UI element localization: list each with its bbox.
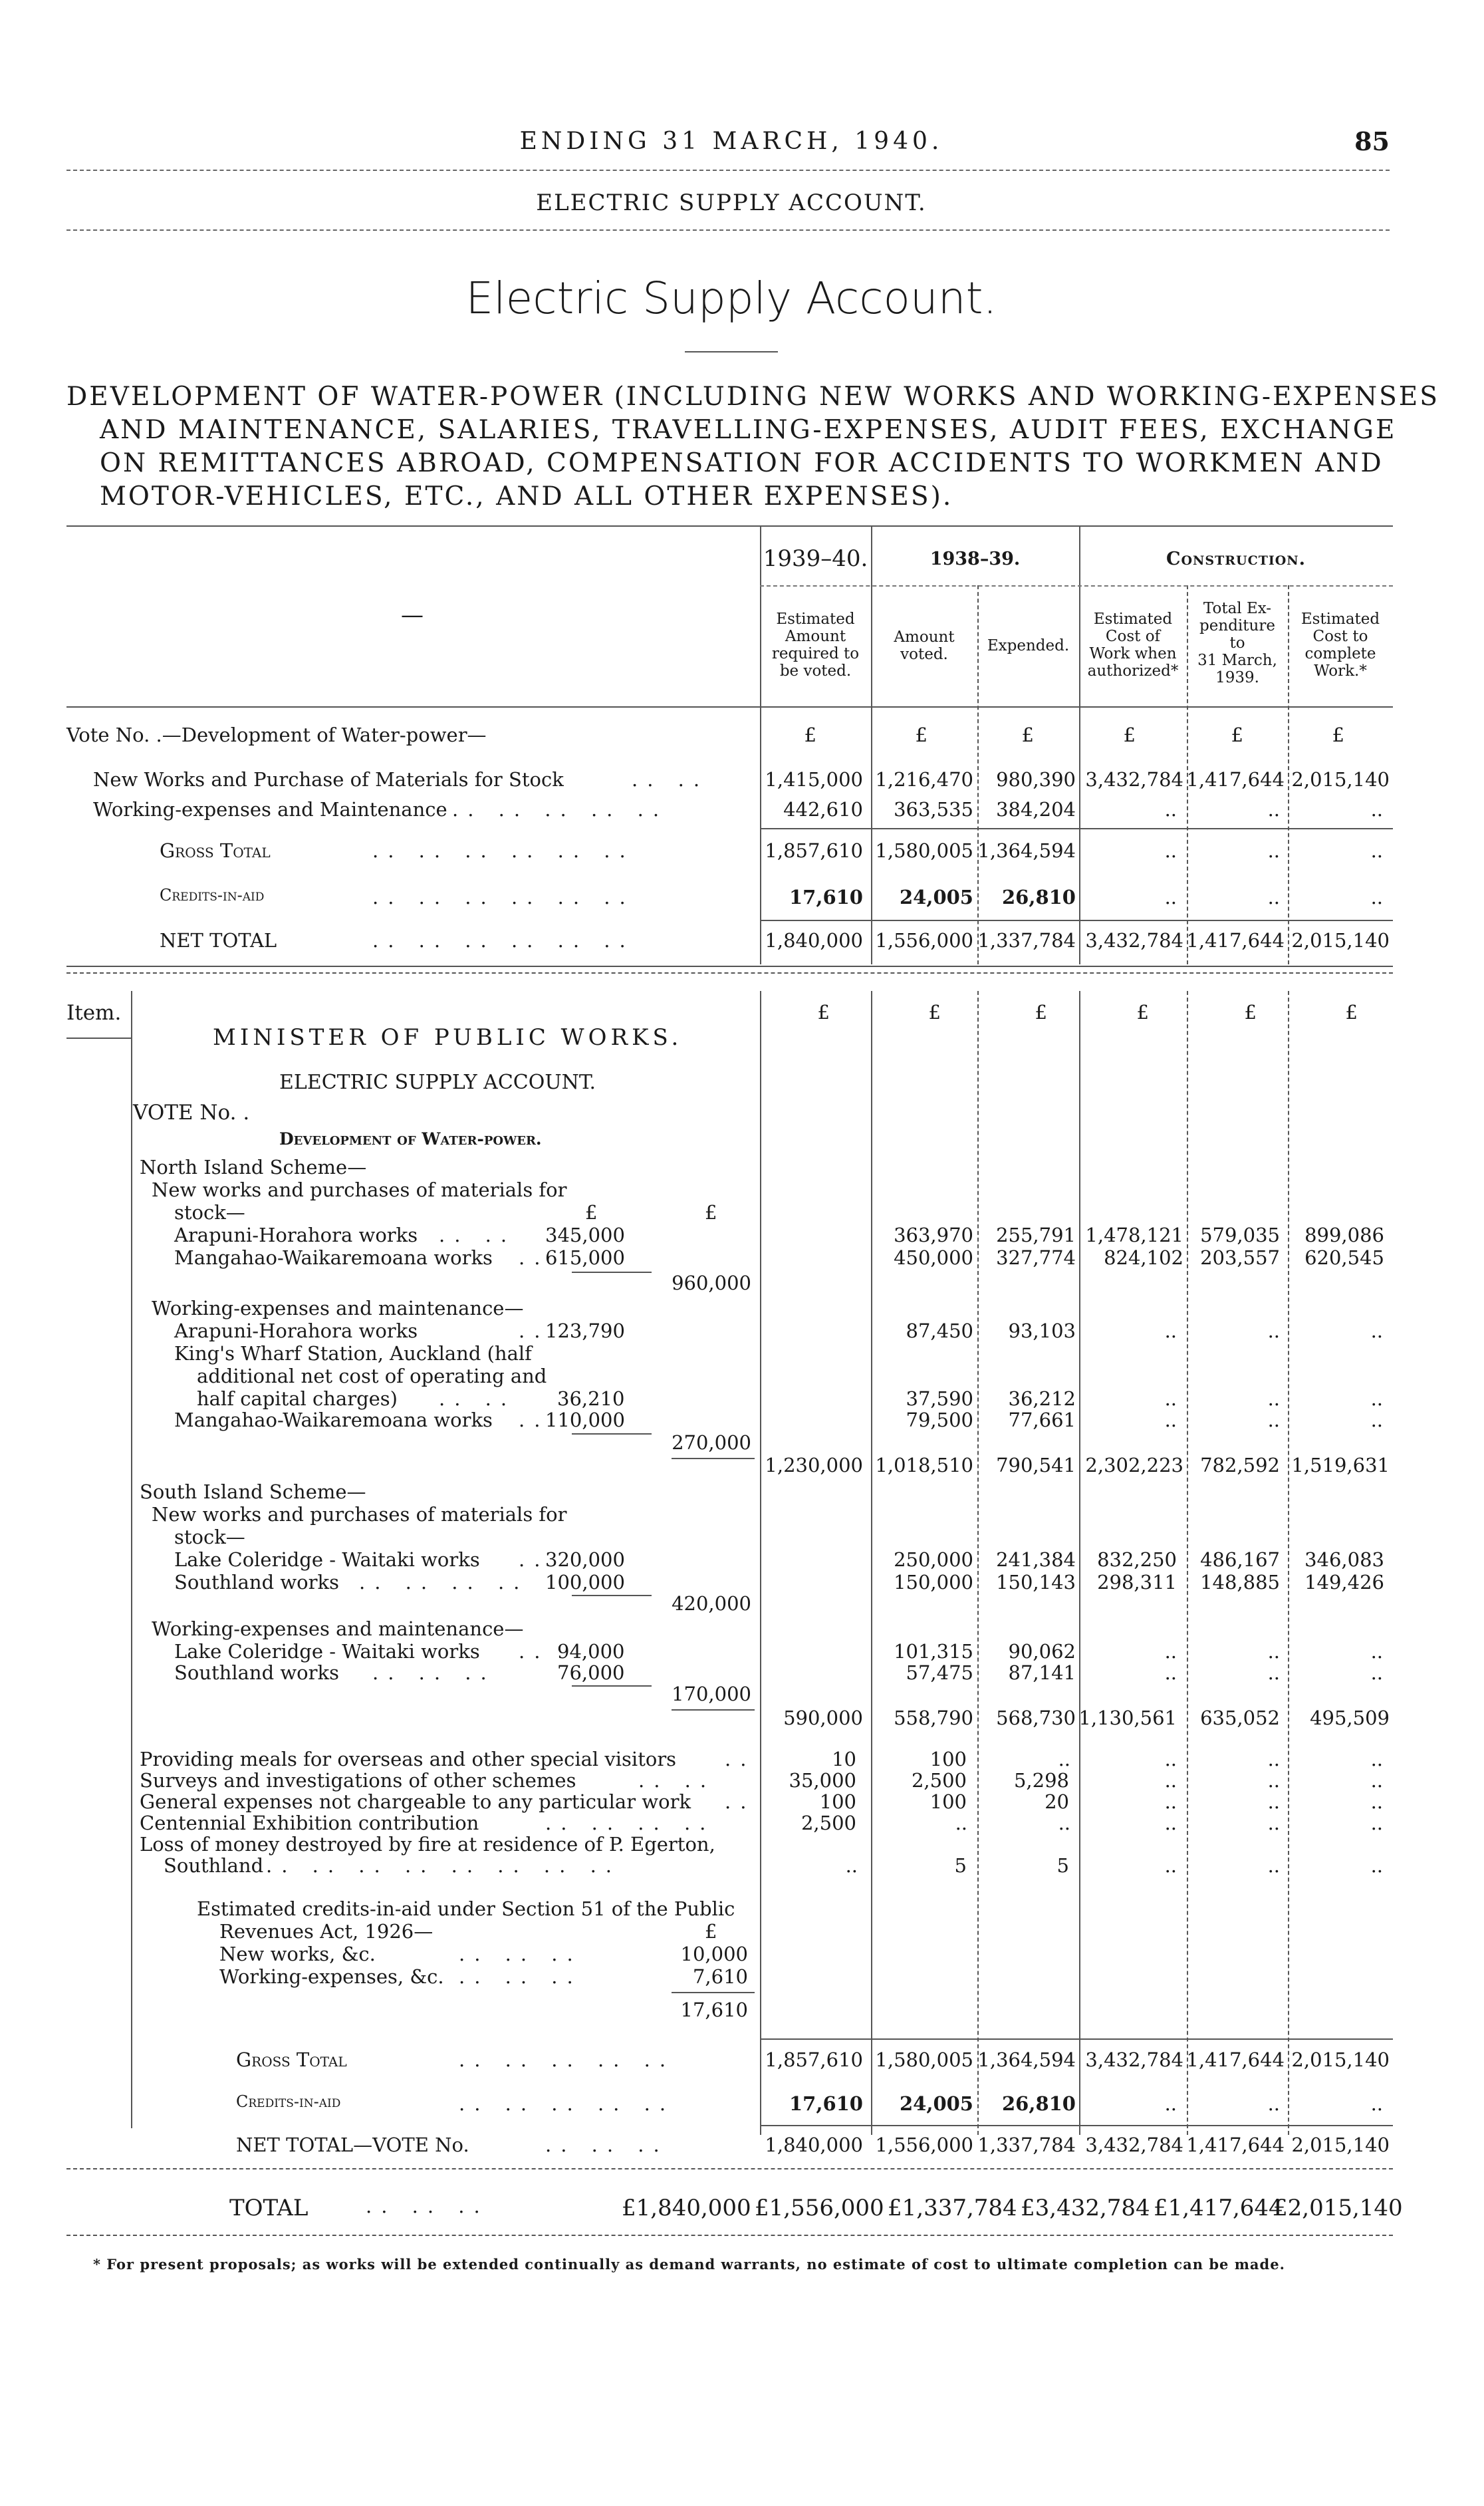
- misc-label: Surveys and investigations of other schemes: [140, 1769, 576, 1792]
- detail-cell: 579,035: [1200, 1224, 1280, 1246]
- detail-cell: 363,970: [894, 1224, 973, 1246]
- leader-dots: ..: [519, 1409, 550, 1431]
- item-label: Item.: [66, 1001, 122, 1025]
- misc-cell: ..: [1164, 1748, 1177, 1770]
- detail-row-label: Mangahao-Waikaremoana works: [174, 1409, 493, 1431]
- detail-cell: 150,143: [996, 1571, 1076, 1594]
- detail-cell: ..: [1370, 1320, 1383, 1342]
- detail-net-rule: [760, 2125, 1393, 2126]
- gross-total-label: Gross Total: [160, 839, 271, 862]
- leader-dots: .. .. ..: [366, 2195, 489, 2217]
- detail-credits-cell: 17,610: [789, 2092, 863, 2115]
- detail-cell: 824,102: [1104, 1246, 1183, 1269]
- detail-row-label: Southland works: [174, 1661, 339, 1684]
- detail-net-cell: 1,417,644: [1186, 2134, 1285, 2156]
- rule-top: [66, 170, 1390, 171]
- credit-amount: 7,610: [692, 1965, 748, 1988]
- subtotal-rule: [572, 1272, 652, 1273]
- south-total-cell: 558,790: [894, 1707, 973, 1729]
- misc-cell: ..: [1164, 1812, 1177, 1834]
- detail-gross-cell: 1,417,644: [1186, 2048, 1285, 2071]
- leader-dots: .. .. ..: [459, 1943, 582, 1965]
- loss-line: Southland: [164, 1854, 264, 1877]
- rule-top-2: [66, 229, 1390, 231]
- misc-cell: ..: [1058, 1748, 1070, 1770]
- summary-cell: 3,432,784: [1085, 768, 1183, 791]
- credit-row-label: Working-expenses, &c.: [219, 1965, 444, 1988]
- col-estimated-amount: Estimated Amount required to be voted.: [771, 611, 860, 680]
- detail-amount: 100,000: [545, 1571, 625, 1594]
- detail-cell: 241,384: [996, 1548, 1076, 1571]
- detail-cell: 77,661: [1008, 1409, 1076, 1431]
- north-total-cell: 782,592: [1200, 1454, 1280, 1476]
- net-rule: [760, 920, 1393, 921]
- net-cell: 1,840,000: [765, 929, 863, 952]
- subtotal-270: 270,000: [672, 1431, 751, 1454]
- description-line-3: ON REMITTANCES ABROAD, COMPENSATION FOR ACCIDENTS TO WORKMEN AND: [100, 448, 1384, 478]
- item-rule: [66, 1038, 131, 1039]
- leader-dots: .. .. .. .. .. ..: [372, 886, 635, 908]
- south-total-cell: 495,509: [1310, 1707, 1390, 1729]
- detail-cell: ..: [1267, 1409, 1280, 1431]
- col-year-1939-40: 1939–40.: [763, 545, 868, 572]
- detail-cell: ..: [1267, 1640, 1280, 1663]
- leader-dots: ..: [519, 1246, 550, 1269]
- misc-cell: ..: [1164, 1790, 1177, 1813]
- misc-cell: 10: [832, 1748, 856, 1770]
- subtotal-rule: [672, 1992, 755, 1993]
- vote-number: VOTE No. .: [133, 1101, 250, 1125]
- detail-amount: 123,790: [545, 1320, 625, 1342]
- north-island-heading: North Island Scheme—: [140, 1156, 367, 1179]
- south-total-cell: 568,730: [996, 1707, 1076, 1729]
- currency-2: £: [915, 724, 928, 746]
- summary-cell: 2,015,140: [1291, 768, 1390, 791]
- detail-gross-cell: 1,364,594: [977, 2048, 1076, 2071]
- misc-cell: 100: [819, 1790, 856, 1813]
- gross-cell: 1,364,594: [977, 839, 1076, 862]
- detail-cell: 298,311: [1097, 1571, 1177, 1594]
- minister-heading: MINISTER OF PUBLIC WORKS.: [213, 1024, 683, 1051]
- misc-cell: ..: [1370, 1812, 1383, 1834]
- detail-net-cell: 2,015,140: [1291, 2134, 1390, 2156]
- kings-wharf-line: King's Wharf Station, Auckland (half: [174, 1342, 532, 1365]
- detail-currency: £: [1244, 1001, 1257, 1024]
- leader-dots: ..: [519, 1640, 550, 1663]
- col-rule-2: [871, 525, 872, 964]
- net-total-label: NET TOTAL: [160, 929, 277, 952]
- detail-amount: 110,000: [545, 1409, 625, 1431]
- south-total-cell: 635,052: [1200, 1707, 1280, 1729]
- account-heading: ELECTRIC SUPPLY ACCOUNT.: [279, 1071, 596, 1094]
- credits-label: Credits-in-aid: [160, 886, 265, 905]
- grand-total-label: TOTAL: [229, 2195, 309, 2221]
- summary-cell: 442,610: [783, 798, 863, 821]
- leader-dots: .. ..: [439, 1224, 517, 1246]
- detail-row-label: Arapuni-Horahora works: [174, 1320, 418, 1342]
- detail-cell: 486,167: [1200, 1548, 1280, 1571]
- credits-cell: 17,610: [789, 886, 863, 908]
- detail-col-rule-2: [871, 991, 872, 2135]
- kings-wharf-line: additional net cost of operating and: [197, 1365, 547, 1387]
- detail-gross-cell: 3,432,784: [1085, 2048, 1183, 2071]
- header-bottom-rule: [66, 706, 1393, 708]
- col-rule-1: [760, 525, 761, 964]
- description-line-2: AND MAINTENANCE, SALARIES, TRAVELLING-EXPENSES, AUDIT FEES, EXCHANGE: [100, 415, 1397, 445]
- detail-row-label: Lake Coleridge - Waitaki works: [174, 1640, 480, 1663]
- leader-dots: .. .. .. .. ..: [459, 2092, 676, 2115]
- detail-cell: ..: [1370, 1409, 1383, 1431]
- subtotal-rule: [572, 1595, 652, 1596]
- gross-cell: ..: [1267, 839, 1280, 862]
- credits-estimate-line: Estimated credits-in-aid under Section 51 of the Public: [197, 1897, 735, 1920]
- subtotal-rule: [572, 1685, 652, 1687]
- detail-amount: 615,000: [545, 1246, 625, 1269]
- page-title: Electric Supply Account.: [465, 273, 997, 324]
- item-col-rule: [131, 991, 132, 2128]
- currency-4: £: [1123, 724, 1136, 746]
- grand-total-cell: £1,337,784: [888, 2195, 1017, 2221]
- credits-cell: ..: [1370, 886, 1383, 908]
- detail-cell: ..: [1164, 1640, 1177, 1663]
- loss-cell: 5: [1056, 1854, 1069, 1877]
- misc-label: Providing meals for overseas and other special visitors: [140, 1748, 677, 1770]
- misc-cell: ..: [1267, 1748, 1280, 1770]
- north-total-cell: 790,541: [996, 1454, 1076, 1476]
- detail-cell: 832,250: [1097, 1548, 1177, 1571]
- detail-cell: 346,083: [1304, 1548, 1384, 1571]
- credits-estimate-line: Revenues Act, 1926—: [219, 1920, 433, 1943]
- detail-row-label: Southland works: [174, 1571, 339, 1594]
- summary-cell: ..: [1164, 798, 1177, 821]
- loss-cell: 5: [954, 1854, 967, 1877]
- stock-heading: stock—: [174, 1201, 245, 1224]
- south-island-heading: South Island Scheme—: [140, 1480, 366, 1503]
- gross-rule: [760, 828, 1393, 829]
- leader-dots: ..: [725, 1790, 756, 1813]
- grand-total-cell: £1,417,644: [1154, 2195, 1283, 2221]
- detail-cell: 149,426: [1304, 1571, 1384, 1594]
- misc-cell: ..: [1267, 1790, 1280, 1813]
- misc-cell: ..: [1267, 1812, 1280, 1834]
- currency-1: £: [804, 724, 816, 746]
- misc-cell: 35,000: [789, 1769, 856, 1792]
- detail-cell: ..: [1164, 1409, 1177, 1431]
- loss-cell: ..: [1164, 1854, 1177, 1877]
- summary-cell: 384,204: [996, 798, 1076, 821]
- leader-dots: .. .. .. .. ..: [452, 798, 669, 821]
- summary-bottom-rule-2: [66, 972, 1393, 974]
- misc-cell: 2,500: [911, 1769, 967, 1792]
- net-total-vote-label: NET TOTAL—VOTE No.: [236, 2134, 469, 2156]
- detail-currency: £: [817, 1001, 830, 1024]
- south-total-cell: 590,000: [783, 1707, 863, 1729]
- detail-cell: 57,475: [906, 1661, 973, 1684]
- detail-cell: ..: [1370, 1640, 1383, 1663]
- col-rule-4: [1079, 525, 1080, 964]
- detail-amount: 345,000: [545, 1224, 625, 1246]
- detail-net-cell: 1,840,000: [765, 2134, 863, 2156]
- detail-cell: 620,545: [1304, 1246, 1384, 1269]
- new-works-heading: New works and purchases of materials for: [152, 1503, 567, 1526]
- detail-col-rule-1: [760, 991, 761, 2135]
- subtotal-rule: [572, 1433, 652, 1435]
- net-cell: 1,417,644: [1186, 929, 1285, 952]
- running-head: ENDING 31 MARCH, 1940.: [519, 128, 943, 155]
- subtotal-960: 960,000: [672, 1272, 751, 1294]
- detail-credits-cell: ..: [1267, 2092, 1280, 2115]
- credit-amount: 10,000: [680, 1943, 748, 1965]
- detail-amount: 94,000: [557, 1640, 625, 1663]
- detail-cell: 37,590: [906, 1387, 973, 1410]
- leader-dots: .. .. .. ..: [545, 1812, 715, 1834]
- sub-head: ELECTRIC SUPPLY ACCOUNT.: [536, 190, 927, 216]
- page-number: 85: [1354, 126, 1390, 156]
- gross-cell: 1,580,005: [875, 839, 973, 862]
- detail-cell: 87,141: [1008, 1661, 1076, 1684]
- leader-dots: .. ..: [632, 768, 709, 791]
- summary-cell: 980,390: [996, 768, 1076, 791]
- leader-dots: ..: [519, 1320, 550, 1342]
- footnote: * For present proposals; as works will be extended continually as demand warrants, no estimate of cost to ultimate completion can be made.: [93, 2256, 1285, 2273]
- leader-dots: .. .. .. .. ..: [459, 2048, 676, 2071]
- detail-credits-cell: ..: [1164, 2092, 1177, 2115]
- net-cell: 2,015,140: [1291, 929, 1390, 952]
- subtotal-rule: [672, 1709, 755, 1711]
- col-total-expenditure: Total Ex- penditure to 31 March, 1939.: [1197, 600, 1277, 686]
- summary-cell: 1,216,470: [875, 768, 973, 791]
- grand-total-rule: [66, 2235, 1393, 2236]
- title-rule: [685, 351, 778, 352]
- detail-credits-cell: 24,005: [900, 2092, 973, 2115]
- col-estimated-to-complete: Estimated Cost to complete Work.*: [1300, 611, 1380, 680]
- detail-cell: 1,478,121: [1085, 1224, 1183, 1246]
- grand-total-cell: £2,015,140: [1273, 2195, 1403, 2221]
- misc-cell: ..: [1370, 1790, 1383, 1813]
- detail-amount: 36,210: [557, 1387, 625, 1410]
- north-total-cell: 1,018,510: [875, 1454, 973, 1476]
- col-estimated-cost: Estimated Cost of Work when authorized*: [1087, 611, 1179, 680]
- net-cell: 3,432,784: [1085, 929, 1183, 952]
- misc-cell: 5,298: [1013, 1769, 1069, 1792]
- detail-cell: 450,000: [894, 1246, 973, 1269]
- working-heading: Working-expenses and maintenance—: [152, 1617, 524, 1640]
- detail-cell: 36,212: [1008, 1387, 1076, 1410]
- gross-cell: ..: [1370, 839, 1383, 862]
- detail-currency: £: [1035, 1001, 1047, 1024]
- detail-cell: ..: [1267, 1387, 1280, 1410]
- summary-cell: ..: [1267, 798, 1280, 821]
- detail-cell: ..: [1267, 1320, 1280, 1342]
- leader-dots: .. .. ..: [372, 1661, 496, 1684]
- detail-bottom-rule: [66, 2168, 1393, 2169]
- detail-cell: ..: [1164, 1387, 1177, 1410]
- leader-dots: .. .. ..: [545, 2134, 669, 2156]
- credits-cell: 24,005: [900, 886, 973, 908]
- detail-currency: £: [928, 1001, 941, 1024]
- summary-row-label: Working-expenses and Maintenance: [93, 798, 447, 821]
- working-heading: Working-expenses and maintenance—: [152, 1297, 524, 1320]
- misc-label: Centennial Exhibition contribution: [140, 1812, 479, 1834]
- leader-dots: .. ..: [638, 1769, 716, 1792]
- detail-cell: 90,062: [1008, 1640, 1076, 1663]
- detail-cell: 93,103: [1008, 1320, 1076, 1342]
- detail-row-label: Lake Coleridge - Waitaki works: [174, 1548, 480, 1571]
- credit-total: 17,610: [680, 1999, 748, 2021]
- south-total-cell: 1,130,561: [1078, 1707, 1177, 1729]
- detail-cell: 101,315: [894, 1640, 973, 1663]
- misc-cell: 100: [929, 1748, 967, 1770]
- detail-currency: £: [1345, 1001, 1358, 1024]
- pound-sign: £: [705, 1920, 717, 1943]
- grand-total-cell: £1,840,000: [622, 2195, 751, 2221]
- col-expended: Expended.: [987, 637, 1070, 654]
- north-total-cell: 1,230,000: [765, 1454, 863, 1476]
- detail-credits-cell: 26,810: [1002, 2092, 1076, 2115]
- kings-wharf-line: half capital charges): [197, 1387, 398, 1410]
- credit-row-label: New works, &c.: [219, 1943, 376, 1965]
- leader-dots: .. ..: [439, 1387, 517, 1410]
- misc-cell: 100: [929, 1790, 967, 1813]
- credits-label: Credits-in-aid: [236, 2092, 341, 2111]
- misc-cell: ..: [1267, 1769, 1280, 1792]
- col-amount-voted: Amount voted.: [894, 628, 955, 663]
- net-cell: 1,337,784: [977, 929, 1076, 952]
- leader-dots: .. .. .. .. .. .. .. ..: [266, 1854, 622, 1877]
- currency-3: £: [1021, 724, 1034, 746]
- credits-cell: ..: [1164, 886, 1177, 908]
- misc-cell: ..: [955, 1812, 967, 1834]
- gross-total-label: Gross Total: [236, 2048, 347, 2071]
- pound-sign: £: [585, 1201, 598, 1224]
- summary-cell: 1,417,644: [1186, 768, 1285, 791]
- detail-net-cell: 1,556,000: [875, 2134, 973, 2156]
- leader-dots: ..: [519, 1548, 550, 1571]
- detail-cell: 899,086: [1304, 1224, 1384, 1246]
- detail-row-label: Mangahao-Waikaremoana works: [174, 1246, 493, 1269]
- subtotal-rule: [672, 1458, 755, 1459]
- grand-total-cell: £3,432,784: [1021, 2195, 1150, 2221]
- detail-row-label: Arapuni-Horahora works: [174, 1224, 418, 1246]
- currency-5: £: [1231, 724, 1243, 746]
- description-line-4: MOTOR-VEHICLES, ETC., AND ALL OTHER EXPENSES).: [100, 482, 953, 511]
- stock-heading: stock—: [174, 1526, 245, 1548]
- detail-cell: 255,791: [996, 1224, 1076, 1246]
- detail-gross-cell: 1,580,005: [875, 2048, 973, 2071]
- pound-sign: £: [705, 1201, 717, 1224]
- stub-dash: —: [401, 602, 424, 628]
- gross-cell: 1,857,610: [765, 839, 863, 862]
- loss-cell: ..: [1267, 1854, 1280, 1877]
- misc-cell: 20: [1045, 1790, 1069, 1813]
- leader-dots: .. .. .. .. .. ..: [372, 839, 635, 862]
- detail-cell: ..: [1370, 1661, 1383, 1684]
- summary-cell: 1,415,000: [765, 768, 863, 791]
- detail-cell: 148,885: [1200, 1571, 1280, 1594]
- credits-cell: 26,810: [1002, 886, 1076, 908]
- detail-gross-cell: 1,857,610: [765, 2048, 863, 2071]
- misc-label: General expenses not chargeable to any particular work: [140, 1790, 691, 1813]
- detail-net-cell: 1,337,784: [977, 2134, 1076, 2156]
- detail-cell: 203,557: [1200, 1246, 1280, 1269]
- gross-cell: ..: [1164, 839, 1177, 862]
- col-construction: Construction.: [1166, 549, 1306, 569]
- currency-6: £: [1332, 724, 1344, 746]
- summary-cell: ..: [1370, 798, 1383, 821]
- summary-cell: 363,535: [894, 798, 973, 821]
- north-total-cell: 1,519,631: [1291, 1454, 1390, 1476]
- detail-gross-rule: [760, 2038, 1393, 2040]
- summary-bottom-rule: [66, 966, 1393, 967]
- misc-cell: 2,500: [801, 1812, 856, 1834]
- development-heading: Development of Water-power.: [279, 1129, 542, 1149]
- new-works-heading: New works and purchases of materials for: [152, 1179, 567, 1201]
- loss-cell: ..: [1370, 1854, 1383, 1877]
- detail-net-cell: 3,432,784: [1085, 2134, 1183, 2156]
- detail-cell: ..: [1370, 1387, 1383, 1410]
- misc-cell: ..: [1058, 1812, 1070, 1834]
- leader-dots: .. .. ..: [459, 1965, 582, 1988]
- misc-cell: ..: [1164, 1769, 1177, 1792]
- detail-cell: 250,000: [894, 1548, 973, 1571]
- leader-dots: .. .. .. ..: [359, 1571, 529, 1594]
- subtotal-420: 420,000: [672, 1592, 751, 1615]
- col-year-1938-39: 1938–39.: [929, 549, 1021, 569]
- leader-dots: .. .. .. .. .. ..: [372, 929, 635, 952]
- detail-cell: 150,000: [894, 1571, 973, 1594]
- vote-label: Vote No. .—Development of Water-power—: [66, 724, 487, 746]
- misc-cell: ..: [1370, 1748, 1383, 1770]
- detail-cell: 327,774: [996, 1246, 1076, 1269]
- summary-top-rule: [66, 525, 1393, 527]
- detail-amount: 76,000: [557, 1661, 625, 1684]
- detail-cell: 87,450: [906, 1320, 973, 1342]
- detail-credits-cell: ..: [1370, 2092, 1383, 2115]
- header-split-rule: [760, 585, 1393, 587]
- net-cell: 1,556,000: [875, 929, 973, 952]
- detail-cell: ..: [1164, 1661, 1177, 1684]
- leader-dots: ..: [725, 1748, 756, 1770]
- description-line-1: DEVELOPMENT OF WATER-POWER (INCLUDING NEW WORKS AND WORKING-EXPENSES: [66, 382, 1439, 412]
- detail-cell: ..: [1267, 1661, 1280, 1684]
- summary-row-label: New Works and Purchase of Materials for Stock: [93, 768, 564, 791]
- subtotal-170: 170,000: [672, 1683, 751, 1705]
- misc-cell: ..: [1370, 1769, 1383, 1792]
- north-total-cell: 2,302,223: [1085, 1454, 1183, 1476]
- detail-cell: ..: [1164, 1320, 1177, 1342]
- detail-gross-cell: 2,015,140: [1291, 2048, 1390, 2071]
- loss-line: Loss of money destroyed by fire at residence of P. Egerton,: [140, 1833, 715, 1856]
- detail-currency: £: [1136, 1001, 1149, 1024]
- detail-amount: 320,000: [545, 1548, 625, 1571]
- detail-cell: 79,500: [906, 1409, 973, 1431]
- grand-total-cell: £1,556,000: [755, 2195, 884, 2221]
- credits-cell: ..: [1267, 886, 1280, 908]
- loss-cell: ..: [845, 1854, 858, 1877]
